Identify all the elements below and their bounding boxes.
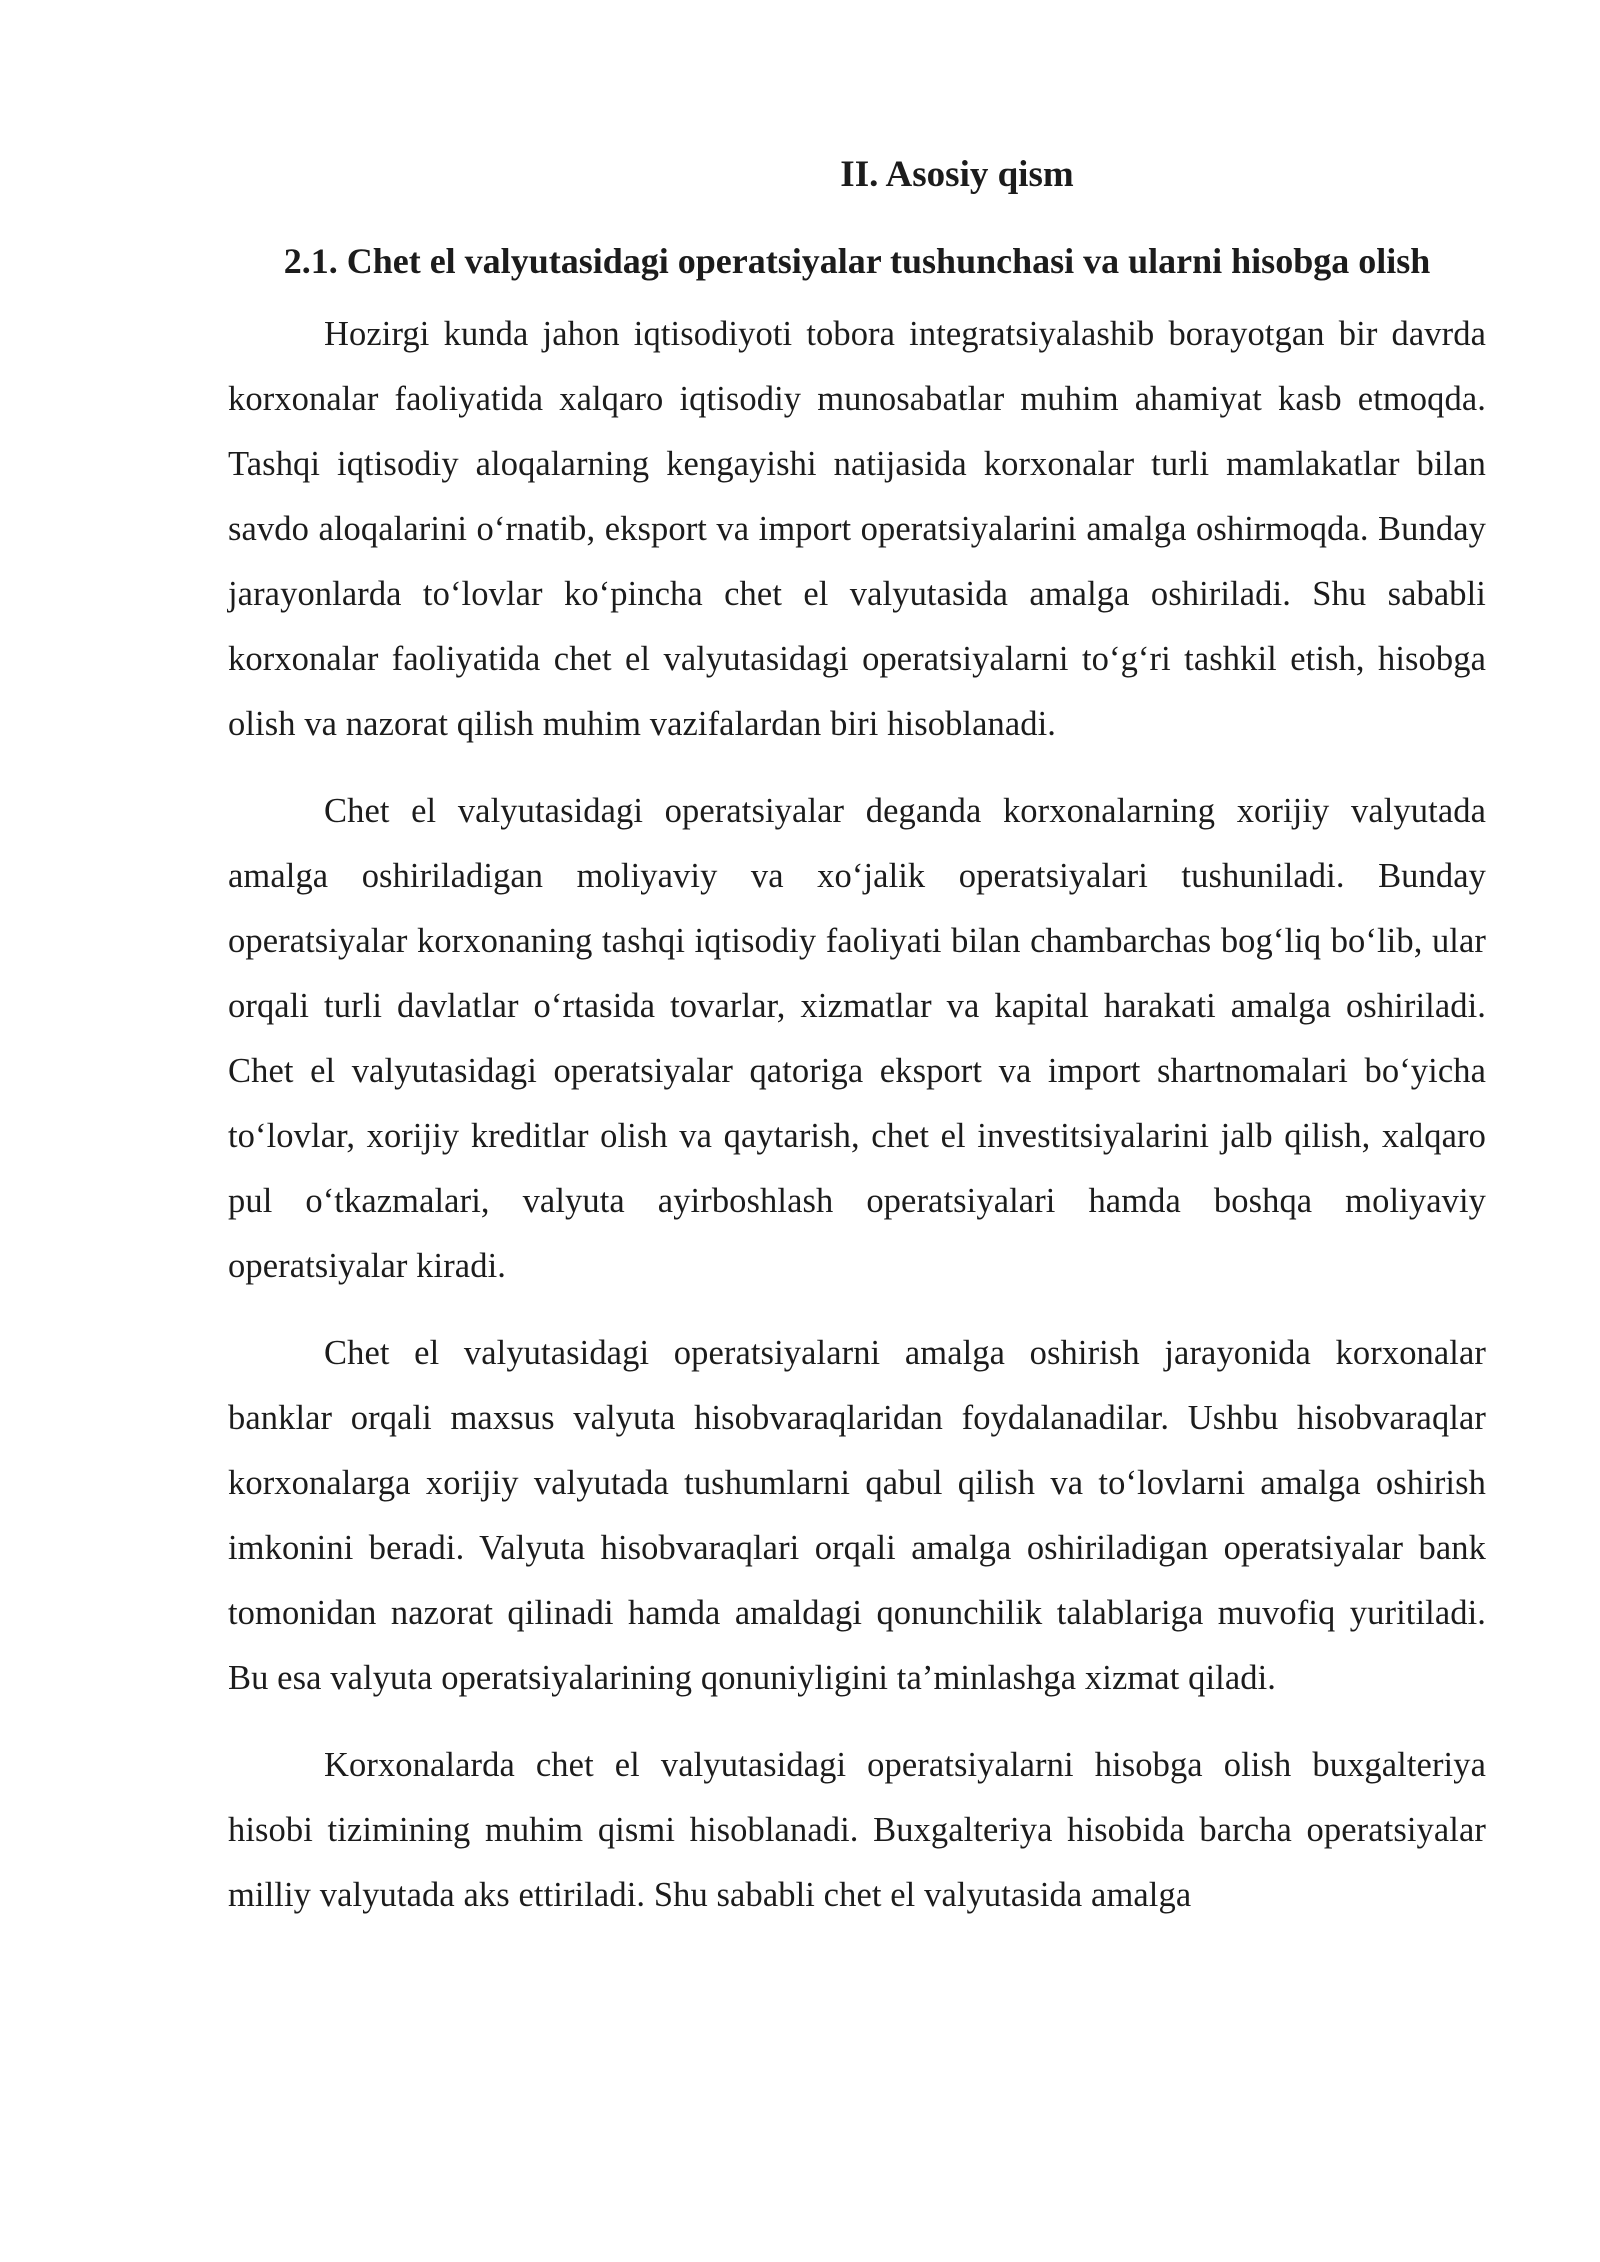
paragraph-1: Hozirgi kunda jahon iqtisodiyoti tobora integratsiyalashib borayotgan bir davrda korxonalar faoliyatida xalqaro iqtisodiy munosabatlar muhim ahamiyat kasb etmoqda. Tashqi iqtisodiy aloqalarning kengayishi natijasida korxonalar turli mamlakatlar bilan savdo aloqalarini o‘rnatib, eksport va import operatsiyalarini amalga oshirmoqda. Bunday jarayonlarda to‘lovlar ko‘pincha chet el valyutasida amalga oshiriladi. Shu sababli korxonalar faoliyatida chet el valyutasidagi operatsiyalarni to‘g‘ri tashkil etish, hisobga olish va nazorat qilish muhim vazifalardan biri hisoblanadi. — [228, 315, 1486, 743]
document-page — [228, 150, 1486, 1950]
paragraph-2: Chet el valyutasidagi operatsiyalar deganda korxonalarning xorijiy valyutada amalga oshiriladigan moliyaviy va xo‘jalik operatsiyalari tushuniladi. Bunday operatsiyalar korxonaning tashqi iqtisodiy faoliyati bilan chambarchas bog‘liq bo‘lib, ular orqali turli davlatlar o‘rtasida tovarlar, xizmatlar va kapital harakati amalga oshiriladi. Chet el valyutasidagi operatsiyalar qatoriga eksport va import shartnomalari bo‘yicha to‘lovlar, xorijiy kreditlar olish va qaytarish, chet el investitsiyalarini jalb qilish, xalqaro pul o‘tkazmalari, valyuta ayirboshlash operatsiyalari hamda boshqa moliyaviy operatsiyalar kiradi. — [228, 792, 1486, 1285]
subsection-title: 2.1. Chet el valyutasidagi operatsiyalar tushunchasi va ularni hisobga olish — [283, 241, 1431, 281]
paragraph-4: Korxonalarda chet el valyutasidagi operatsiyalarni hisobga olish buxgalteriya hisobi tizimining muhim qismi hisoblanadi. Buxgalteriya hisobida barcha operatsiyalar milliy valyutada aks ettiriladi. Shu sababli chet el valyutasida amalga — [228, 1746, 1486, 1914]
paragraph-3: Chet el valyutasidagi operatsiyalarni amalga oshirish jarayonida korxonalar banklar orqali maxsus valyuta hisobvaraqlaridan foydalanadilar. Ushbu hisobvaraqlar korxonalarga xorijiy valyutada tushumlarni qabul qilish va to‘lovlarni amalga oshirish imkonini beradi. Valyuta hisobvaraqlari orqali amalga oshiriladigan operatsiyalar bank tomonidan nazorat qilinadi hamda amaldagi qonunchilik talablariga muvofiq yuritiladi. Bu esa valyuta operatsiyalarining qonuniyligini ta’minlashga xizmat qiladi. — [228, 1334, 1486, 1697]
section-title: II. Asosiy qism — [840, 154, 1074, 195]
